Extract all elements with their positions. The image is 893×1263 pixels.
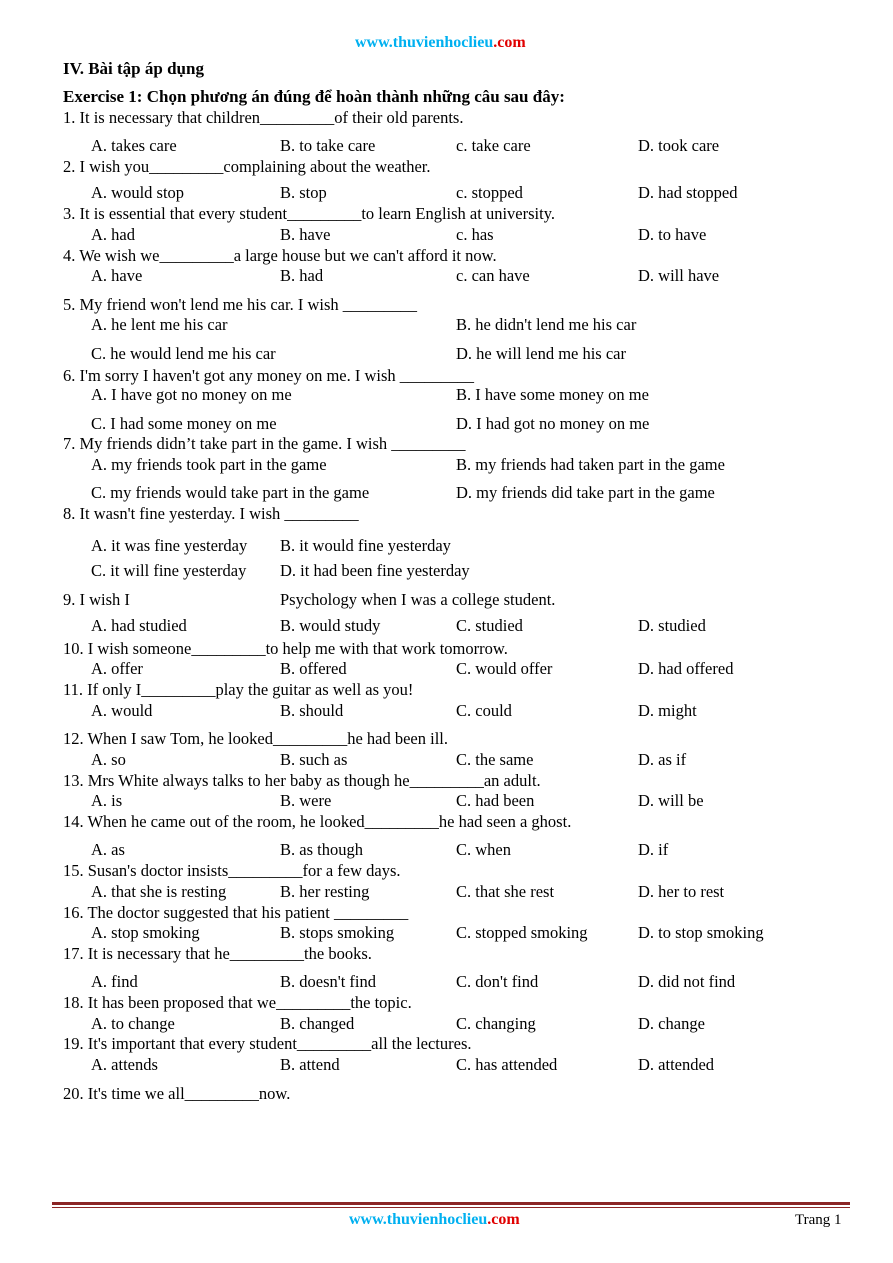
- question-4-option-d: D. will have: [638, 266, 720, 285]
- question-14-stem: 14. When he came out of the room, he looked_________he had seen a ghost.: [63, 812, 572, 831]
- footer-rule-thick: [52, 1202, 850, 1205]
- question-16-stem: 16. The doctor suggested that his patient _________: [63, 903, 409, 922]
- question-5-option-b: B. he didn't lend me his car: [456, 315, 637, 334]
- question-10-option-d: D. had offered: [638, 659, 734, 678]
- question-12-option-d: D. as if: [638, 750, 687, 769]
- question-15-option-c: C. that she rest: [456, 882, 555, 901]
- question-6-option-a: A. I have got no money on me: [91, 385, 292, 404]
- question-5-option-c: C. he would lend me his car: [91, 344, 276, 363]
- question-17-option-a: A. find: [91, 972, 138, 991]
- question-9-stem-end: Psychology when I was a college student.: [280, 590, 556, 609]
- footer-link-tld: .com: [487, 1211, 520, 1228]
- question-9-option-c: C. studied: [456, 616, 523, 635]
- question-14-option-c: C. when: [456, 840, 511, 859]
- question-19-option-a: A. attends: [91, 1055, 158, 1074]
- question-3-stem: 3. It is essential that every student_________to learn English at university.: [63, 204, 556, 223]
- question-8-option-a: A. it was fine yesterday: [91, 536, 248, 555]
- header-link-tld: .com: [493, 34, 526, 51]
- footer-website-link[interactable]: [349, 1211, 520, 1229]
- question-7-option-a: A. my friends took part in the game: [91, 455, 327, 474]
- question-17-option-b: B. doesn't find: [280, 972, 377, 991]
- question-19-option-d: D. attended: [638, 1055, 715, 1074]
- question-10-option-a: A. offer: [91, 659, 143, 678]
- question-13-option-c: C. had been: [456, 791, 535, 810]
- question-3-option-d: D. to have: [638, 225, 707, 244]
- question-16-option-c: C. stopped smoking: [456, 923, 588, 942]
- question-5-option-a: A. he lent me his car: [91, 315, 228, 334]
- question-12-stem: 12. When I saw Tom, he looked_________he had been ill.: [63, 729, 448, 748]
- question-14-option-d: D. if: [638, 840, 669, 859]
- question-15-option-d: D. her to rest: [638, 882, 725, 901]
- question-7-option-c: C. my friends would take part in the game: [91, 483, 370, 502]
- question-19-option-c: C. has attended: [456, 1055, 558, 1074]
- question-18-option-d: D. change: [638, 1014, 705, 1033]
- question-5-option-d: D. he will lend me his car: [456, 344, 626, 363]
- question-14-option-b: B. as though: [280, 840, 363, 859]
- question-13-option-d: D. will be: [638, 791, 704, 810]
- question-6-option-d: D. I had got no money on me: [456, 414, 650, 433]
- question-7-option-d: D. my friends did take part in the game: [456, 483, 715, 502]
- question-15-stem: 15. Susan's doctor insists_________for a few days.: [63, 861, 401, 880]
- question-18-option-a: A. to change: [91, 1014, 175, 1033]
- question-2-option-d: D. had stopped: [638, 183, 738, 202]
- question-16-option-b: B. stops smoking: [280, 923, 395, 942]
- question-11-option-a: A. would: [91, 701, 153, 720]
- question-8-stem: 8. It wasn't fine yesterday. I wish _________: [63, 504, 359, 523]
- question-20-stem: 20. It's time we all_________now.: [63, 1084, 291, 1103]
- header-link-domain: www.thuvienhoclieu: [355, 34, 494, 51]
- question-8-option-c: C. it will fine yesterday: [91, 561, 247, 580]
- question-9-option-b: B. would study: [280, 616, 381, 635]
- page-number: Trang 1: [795, 1212, 842, 1228]
- question-1-option-c: c. take care: [456, 136, 531, 155]
- question-16-option-d: D. to stop smoking: [638, 923, 764, 942]
- question-2-option-b: B. stop: [280, 183, 327, 202]
- question-6-option-c: C. I had some money on me: [91, 414, 277, 433]
- question-13-option-b: B. were: [280, 791, 332, 810]
- question-17-option-d: D. did not find: [638, 972, 736, 991]
- question-6-option-b: B. I have some money on me: [456, 385, 649, 404]
- question-8-option-d: D. it had been fine yesterday: [280, 561, 470, 580]
- question-7-stem: 7. My friends didn’t take part in the game. I wish _________: [63, 434, 466, 453]
- question-10-option-b: B. offered: [280, 659, 347, 678]
- question-18-option-b: B. changed: [280, 1014, 355, 1033]
- question-1-option-b: B. to take care: [280, 136, 376, 155]
- question-2-stem: 2. I wish you_________complaining about the weather.: [63, 157, 431, 176]
- question-10-stem: 10. I wish someone_________to help me with that work tomorrow.: [63, 639, 508, 658]
- question-8-option-b: B. it would fine yesterday: [280, 536, 451, 555]
- question-1-option-d: D. took care: [638, 136, 720, 155]
- question-19-option-b: B. attend: [280, 1055, 340, 1074]
- question-3-option-b: B. have: [280, 225, 331, 244]
- question-11-option-c: C. could: [456, 701, 512, 720]
- question-10-option-c: C. would offer: [456, 659, 553, 678]
- question-11-stem: 11. If only I_________play the guitar as well as you!: [63, 680, 414, 699]
- question-6-stem: 6. I'm sorry I haven't got any money on me. I wish _________: [63, 366, 475, 385]
- question-14-option-a: A. as: [91, 840, 125, 859]
- question-9-option-d: D. studied: [638, 616, 706, 635]
- question-4-option-b: B. had: [280, 266, 324, 285]
- question-18-stem: 18. It has been proposed that we_________the topic.: [63, 993, 412, 1012]
- question-13-option-a: A. is: [91, 791, 123, 810]
- question-4-stem: 4. We wish we_________a large house but we can't afford it now.: [63, 246, 497, 265]
- question-9-stem-start: 9. I wish I: [63, 590, 130, 609]
- question-4-option-c: c. can have: [456, 266, 530, 285]
- footer-rule-thin: [52, 1207, 850, 1208]
- question-3-option-c: c. has: [456, 225, 494, 244]
- question-2-option-c: c. stopped: [456, 183, 523, 202]
- question-13-stem: 13. Mrs White always talks to her baby as though he_________an adult.: [63, 771, 541, 790]
- question-11-option-b: B. should: [280, 701, 344, 720]
- question-17-option-c: C. don't find: [456, 972, 539, 991]
- question-15-option-b: B. her resting: [280, 882, 370, 901]
- question-9-option-a: A. had studied: [91, 616, 187, 635]
- question-18-option-c: C. changing: [456, 1014, 536, 1033]
- footer-link-domain: www.thuvienhoclieu: [349, 1211, 488, 1228]
- question-3-option-a: A. had: [91, 225, 135, 244]
- question-12-option-a: A. so: [91, 750, 126, 769]
- section-title: IV. Bài tập áp dụng: [63, 59, 204, 78]
- question-17-stem: 17. It is necessary that he_________the books.: [63, 944, 372, 963]
- question-12-option-c: C. the same: [456, 750, 534, 769]
- question-1-stem: 1. It is necessary that children_________of their old parents.: [63, 108, 464, 127]
- question-11-option-d: D. might: [638, 701, 697, 720]
- question-7-option-b: B. my friends had taken part in the game: [456, 455, 725, 474]
- question-5-stem: 5. My friend won't lend me his car. I wish _________: [63, 295, 418, 314]
- question-2-option-a: A. would stop: [91, 183, 185, 202]
- question-15-option-a: A. that she is resting: [91, 882, 227, 901]
- exercise-title: Exercise 1: Chọn phương án đúng để hoàn thành những câu sau đây:: [63, 87, 565, 106]
- question-4-option-a: A. have: [91, 266, 143, 285]
- question-16-option-a: A. stop smoking: [91, 923, 200, 942]
- question-1-option-a: A. takes care: [91, 136, 177, 155]
- header-website-link[interactable]: [355, 34, 526, 52]
- question-12-option-b: B. such as: [280, 750, 348, 769]
- question-19-stem: 19. It's important that every student_________all the lectures.: [63, 1034, 472, 1053]
